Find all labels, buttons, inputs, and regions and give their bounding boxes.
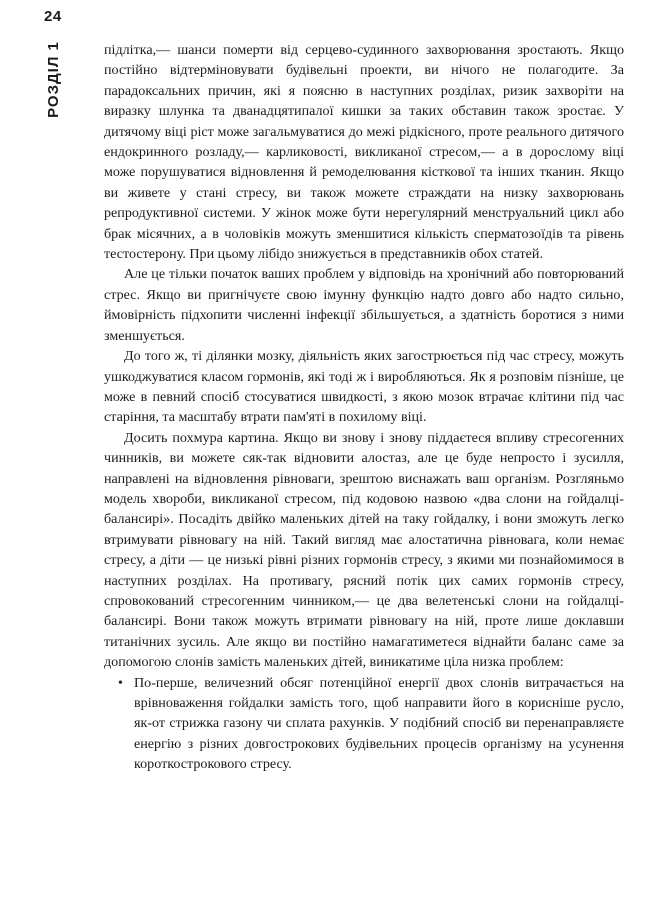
paragraph: Але це тільки початок ваших проблем у відповідь на хронічний або повторюваний стрес. Якщо ви пригнічуєте свою імунну функцію надто довго або надто сильно, ймовірність підхопити численні інфекції збільшується, а здатність боротися з ними зменшується. [104,266,624,344]
body-text [104,40,624,775]
bullet-list [104,673,624,775]
paragraph: підлітка,— шанси померти від серцево-судинного захворювання зростають. Якщо постійно відтерміновувати будівельні проекти, ви нічого не полагодите. За парадоксальних причин, які я поясню в наступних розділах, ризик захворіти на виразку шлунка та дванадцятипалої кишки за таких обставин також зростає. У дитячому віці ріст може загальмуватися до межі рідкісного, проте реального дитячого ендокринного розладу,— карликовості, викликаної стресом,— а в дорослому віці може порушуватися відновлення й ремоделювання кісткової та інших тканин. Якщо ви живете у стані стресу, ви також можете страждати на низку захворювань репродуктивної системи. У жінок може бути нерегулярний менструальний цикл або брак місячних, а в чоловіків можуть зменшитися кількість сперматозоїдів та рівень тестостерону. При цьому лібідо знижується в представників обох статей. [104,42,624,263]
paragraph: До того ж, ті ділянки мозку, діяльність яких загострюється під час стресу, можуть ушкоджуватися класом гормонів, які тоді ж і виробляються. Як я розповім пізніше, це може в певний спосіб стосуватися швидкості, з якою мозок втрачає клітини під час старіння, та масштабу втрати пам'яті в похилому віці. [104,348,624,426]
list-item-text: По-перше, величезний обсяг потенційної енергії двох слонів витрачається на врівноваження гойдалки замість того, щоб направити його в корисніше русло, як-от стрижка газону чи сплата рахунків. У подібний спосіб ви перенаправляєте енергію з різних довгострокових будівельних процесів організму на усунення короткострокового стресу. [134,674,624,773]
list-item [118,673,624,775]
section-label-text: РОЗДІЛ 1 [44,40,62,118]
section-label [40,42,66,116]
page-number: 24 [44,8,62,25]
paragraph: Досить похмура картина. Якщо ви знову і знову піддаєтеся впливу стресогенних чинників, ви можете сяк-так відновити алостаз, але це буде непросто і зусилля, направлені на відновлення рівноваги, зрештою виснажать ваш організм. Розгляньмо модель хвороби, викликаної стресом, під кодовою назвою «два слони на гойдалці-балансирі». Посадіть двійко маленьких дітей на таку гойдалку, і вони зможуть легко втримувати рівновагу на ній. Такий вигляд має алостатична рівновага, коли немає стресу, а діти — це низькі рівні різних гормонів стресу, з якими ми познайомимося в наступних розділах. На противагу, рясний потік цих самих гормонів стресу, спровокований стресогенним чинником,— це два велетенські слони на гойдалці-балансирі. Вони також можуть втримати рівновагу на ній, проте лише доклавши титанічних зусиль. Але якщо ви постійно намагатиметеся віднайти баланс саме за допомогою слонів замість маленьких дітей, виникатиме ціла низка проблем: [104,429,624,671]
bullet-icon: • [118,674,123,691]
